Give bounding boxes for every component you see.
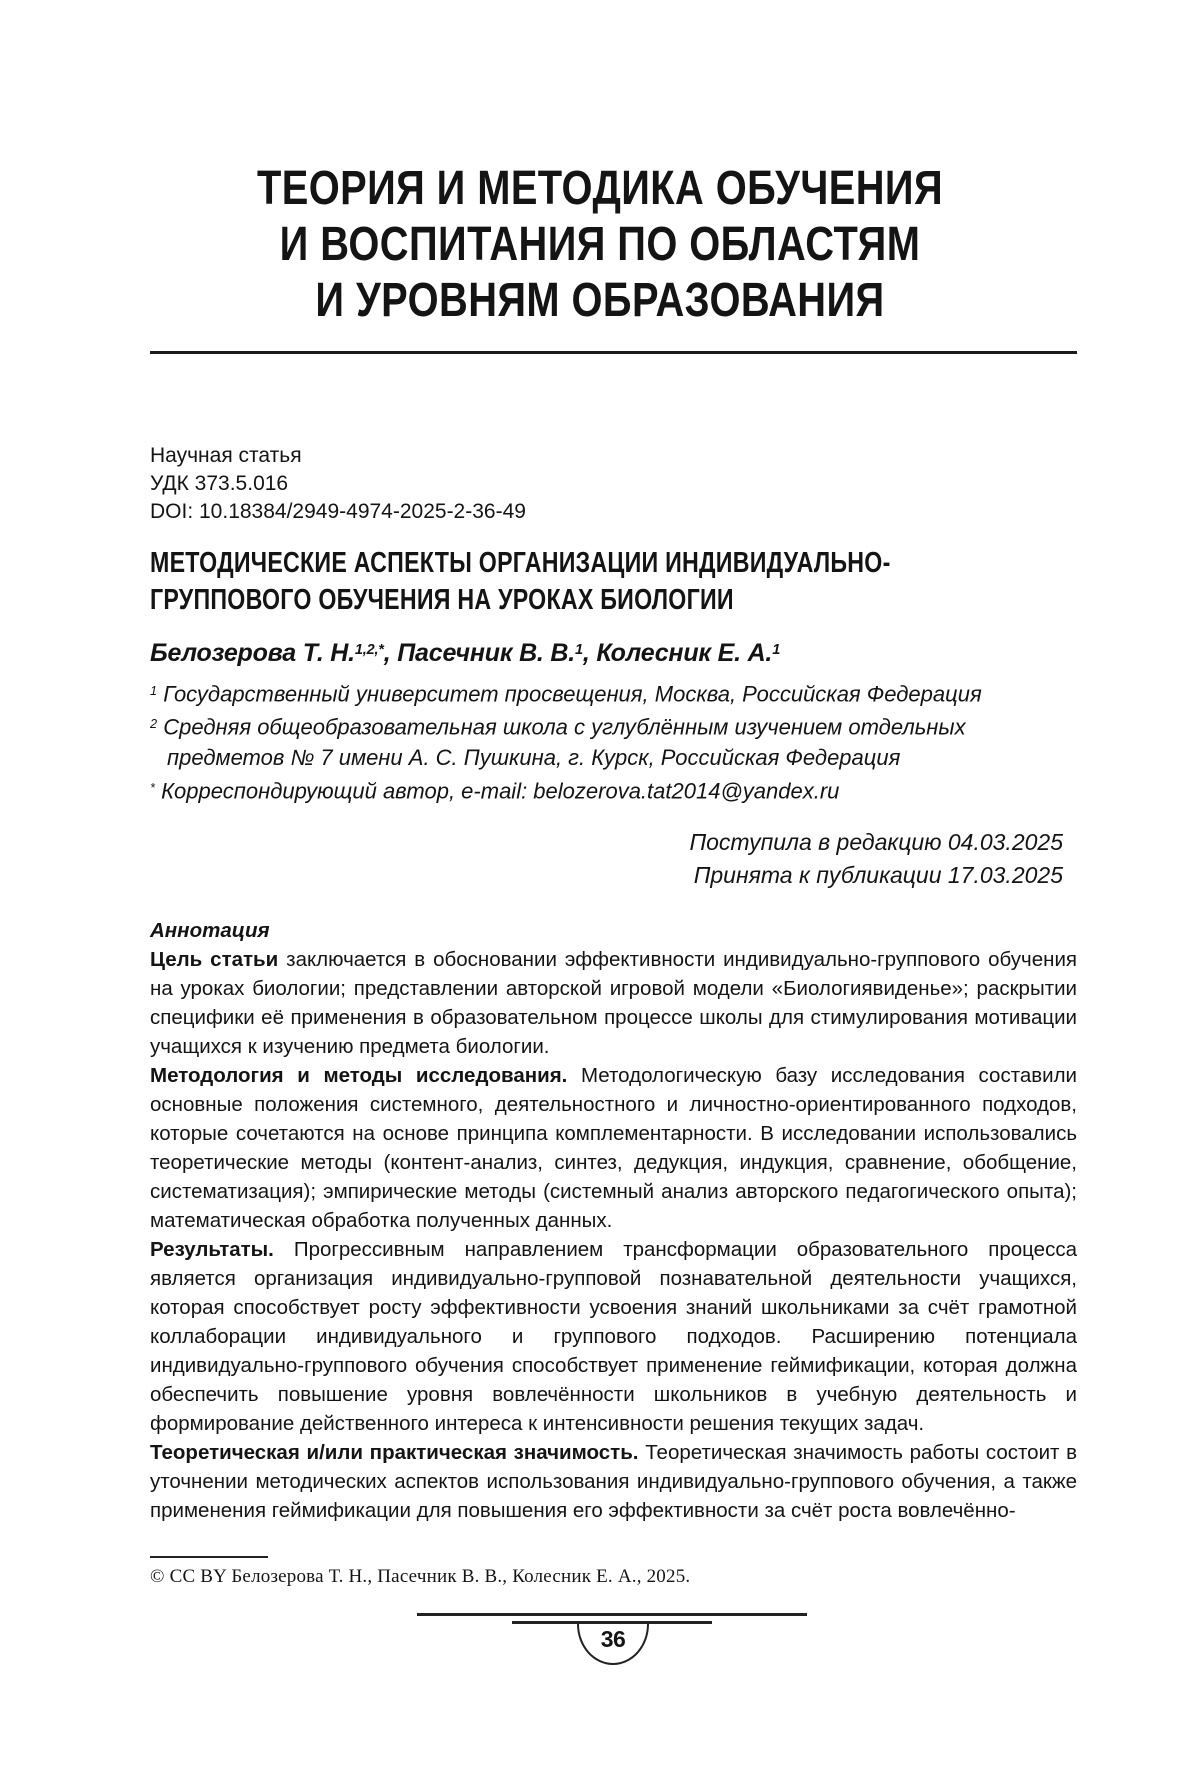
paragraph-label: Методология и методы исследования. <box>150 1064 568 1087</box>
header-divider-rule <box>150 351 1077 354</box>
paragraph-label: Результаты. <box>150 1238 274 1261</box>
page-number: 36 <box>600 1626 626 1652</box>
corresponding-author-text: Корреспондирующий автор, e-mail: belozerova.tat2014@yandex.ru <box>154 778 840 804</box>
article-type-label: Научная статья <box>150 444 302 467</box>
copyright-notice: © CC BY Белозерова Т. Н., Пасечник В. В., Колесник Е. А., 2025. <box>150 1566 691 1587</box>
paragraph-label: Теоретическая и/или практическая значимость. <box>150 1441 639 1464</box>
footnote-rule <box>150 1556 268 1558</box>
accepted-date: Принята к публикации 17.03.2025 <box>693 862 1063 888</box>
affiliation-row <box>150 676 1020 709</box>
abstract-paragraph-results <box>150 1235 1077 1438</box>
abstract-section <box>150 916 1077 1525</box>
page-footer-divider-long <box>417 1613 807 1616</box>
article-title <box>150 545 891 619</box>
paragraph-label: Цель статьи <box>150 948 279 971</box>
corresponding-author-note <box>150 773 1020 806</box>
article-title-line-1: МЕТОДИЧЕСКИЕ АСПЕКТЫ ОРГАНИЗАЦИИ ИНДИВИДУАЛЬНО- <box>150 547 891 579</box>
article-meta <box>150 442 526 526</box>
received-date: Поступила в редакцию 04.03.2025 <box>689 829 1063 855</box>
paragraph-text: Теоретическая значимость работы состоит в уточнении методических аспектов использования индивидуально-группового обучения, а также применения геймификации для повышения его эффективности за счёт роста вовлечённо- <box>150 1441 1077 1522</box>
author-name: Белозерова Т. Н. <box>150 639 355 667</box>
page-number-arc <box>577 1624 649 1665</box>
paragraph-text: заключается в обосновании эффективности индивидуально-группового обучения на уроках биологии; представлении авторской игровой модели «Биологиявиденье»; раскрытии специфики её применения в образовательном процессе школы для стимулирования мотивации учащихся к изучению предмета биологии. <box>150 948 1077 1058</box>
affiliation-text: Средняя общеобразовательная школа с углублённым изучением отдельных предметов № 7 имени А. С. Пушкина, г. Курск, Российская Федерация <box>157 714 966 770</box>
author-affiliation-superscript: 1,2,* <box>354 641 384 658</box>
section-title-line-1: ТЕОРИЯ И МЕТОДИКА ОБУЧЕНИЯ <box>256 162 944 215</box>
abstract-paragraph-significance <box>150 1438 1077 1525</box>
article-title-line-2: ГРУППОВОГО ОБУЧЕНИЯ НА УРОКАХ БИОЛОГИИ <box>150 584 734 616</box>
section-title-line-2: И ВОСПИТАНИЯ ПО ОБЛАСТЯМ <box>279 218 921 271</box>
authors-line <box>150 639 780 668</box>
corresponding-author-marker: * <box>150 779 155 795</box>
submission-dates <box>689 826 1063 892</box>
affiliations-block <box>150 676 1020 806</box>
doi-label: DOI: 10.18384/2949-4974-2025-2-36-49 <box>150 500 526 523</box>
affiliation-marker: 1 <box>150 683 158 698</box>
paragraph-text: Методологическую базу исследования составили основные положения системного, деятельностного и личностно-ориентированного подходов, которые сочетаются на основе принципа комплементарности. В исследовании использовались теоретические методы (контент-анализ, синтез, дедукция, индукция, сравнение, обобщение, систематизация); эмпирические методы (системный анализ авторского педагогического опыта); математическая обработка полученных данных. <box>150 1064 1078 1232</box>
author-name: Пасечник В. В. <box>397 639 576 667</box>
author-affiliation-superscript: 1 <box>575 641 583 658</box>
abstract-paragraph-goal <box>150 945 1077 1061</box>
abstract-paragraph-methodology <box>150 1061 1077 1235</box>
paragraph-text: Прогрессивным направлением трансформации образовательного процесса является организация индивидуально-групповой познавательной деятельности учащихся, которая способствует росту эффективности усвоения знаний школьниками за счёт грамотной коллаборации индивидуального и группового подходов. Расширению потенциала индивидуально-группового обучения способствует применение геймификации, которая должна обеспечить повышение уровня вовлечённости школьников в учебную деятельность и формирование действенного интереса к интенсивности решения текущих задач. <box>150 1238 1077 1435</box>
affiliation-text: Государственный университет просвещения, Москва, Российская Федерация <box>157 681 982 707</box>
affiliation-row <box>150 709 1020 772</box>
author-separator: , <box>383 639 398 667</box>
author-affiliation-superscript: 1 <box>772 641 781 658</box>
author-separator: , <box>582 639 597 667</box>
author-name: Колесник Е. А. <box>596 639 773 667</box>
udc-label: УДК 373.5.016 <box>150 472 289 495</box>
section-title-line-3: И УРОВНЯМ ОБРАЗОВАНИЯ <box>315 274 885 327</box>
abstract-heading: Аннотация <box>150 919 270 942</box>
section-title <box>102 161 1098 329</box>
affiliation-marker: 2 <box>150 716 158 732</box>
